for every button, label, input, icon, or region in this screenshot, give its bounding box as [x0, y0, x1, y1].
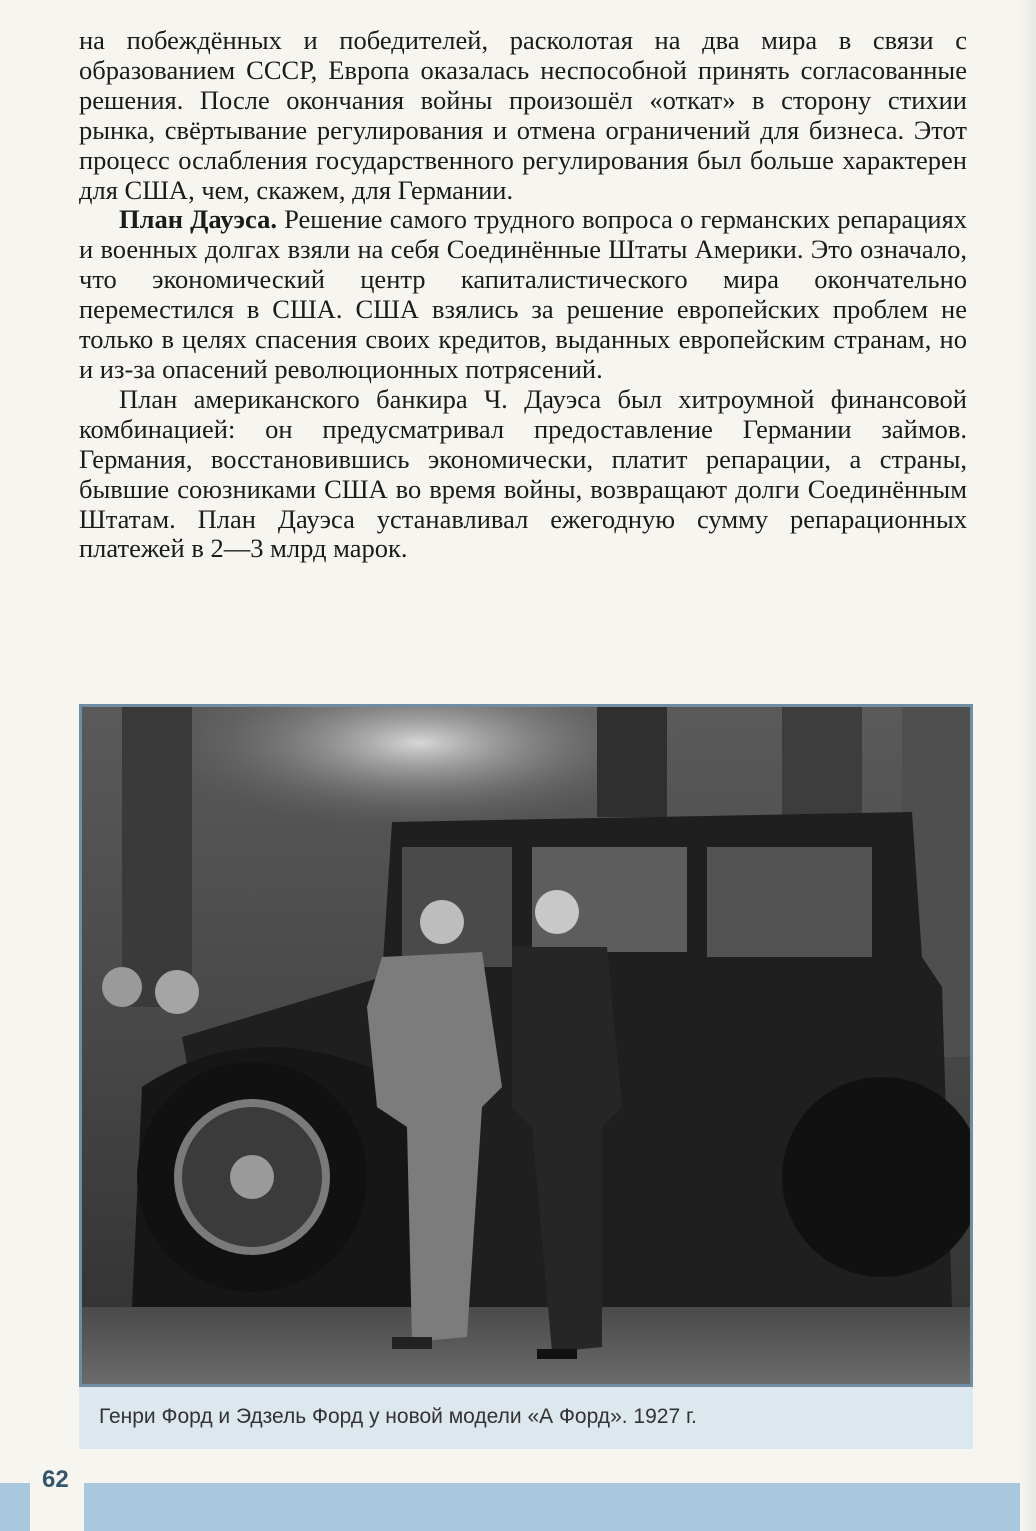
- page-number: 62: [42, 1466, 69, 1493]
- figure-photo: [79, 704, 973, 1387]
- footer-band: [0, 1483, 1036, 1531]
- page-edge: [1020, 0, 1036, 1531]
- body-text: [79, 26, 967, 564]
- paragraph-2: [79, 205, 967, 384]
- page-number-box: [30, 1458, 84, 1531]
- figure-caption: Генри Форд и Эдзель Форд у новой модели «А Форд». 1927 г.: [99, 1405, 697, 1428]
- figure-caption-band: [79, 1387, 973, 1449]
- paragraph-3: План американского банкира Ч. Дауэса был хитроумной финансовой комбинацией: он предусматривал предоставление Германии займов. Германия, восстановившись экономически, платит репарации, а страны, бывшие союзниками США во время войны, возвращают долги Соединённым Штатам. План Дауэса устанавливал ежегодную сумму репарационных платежей в 2—3 млрд марок.: [79, 383, 967, 564]
- paragraph-2-text: Решение самого трудного вопроса о германских репарациях и военных долгах взяли на себя Соединённые Штаты Америки. Это означало, что экономический центр капиталистического мира окончательно переместился в США. США взялись за решение европейских проблем не только в целях спасения своих кредитов, выданных европейским странам, но и из-за опасений революционных потрясений.: [79, 204, 968, 384]
- paragraph-2-heading: План Дауэса.: [119, 204, 277, 235]
- ford-car-photo: [82, 707, 970, 1384]
- paragraph-1: на побеждённых и победителей, расколотая на два мира в связи с образованием СССР, Европа оказалась неспособной принять согласованные решения. После окончания войны произошёл «откат» в сторону стихии рынка, свёртывание регулирования и отмена ограничений для бизнеса. Этот процесс ослабления государственного регулирования был больше характерен для США, чем, скажем, для Германии.: [79, 25, 967, 205]
